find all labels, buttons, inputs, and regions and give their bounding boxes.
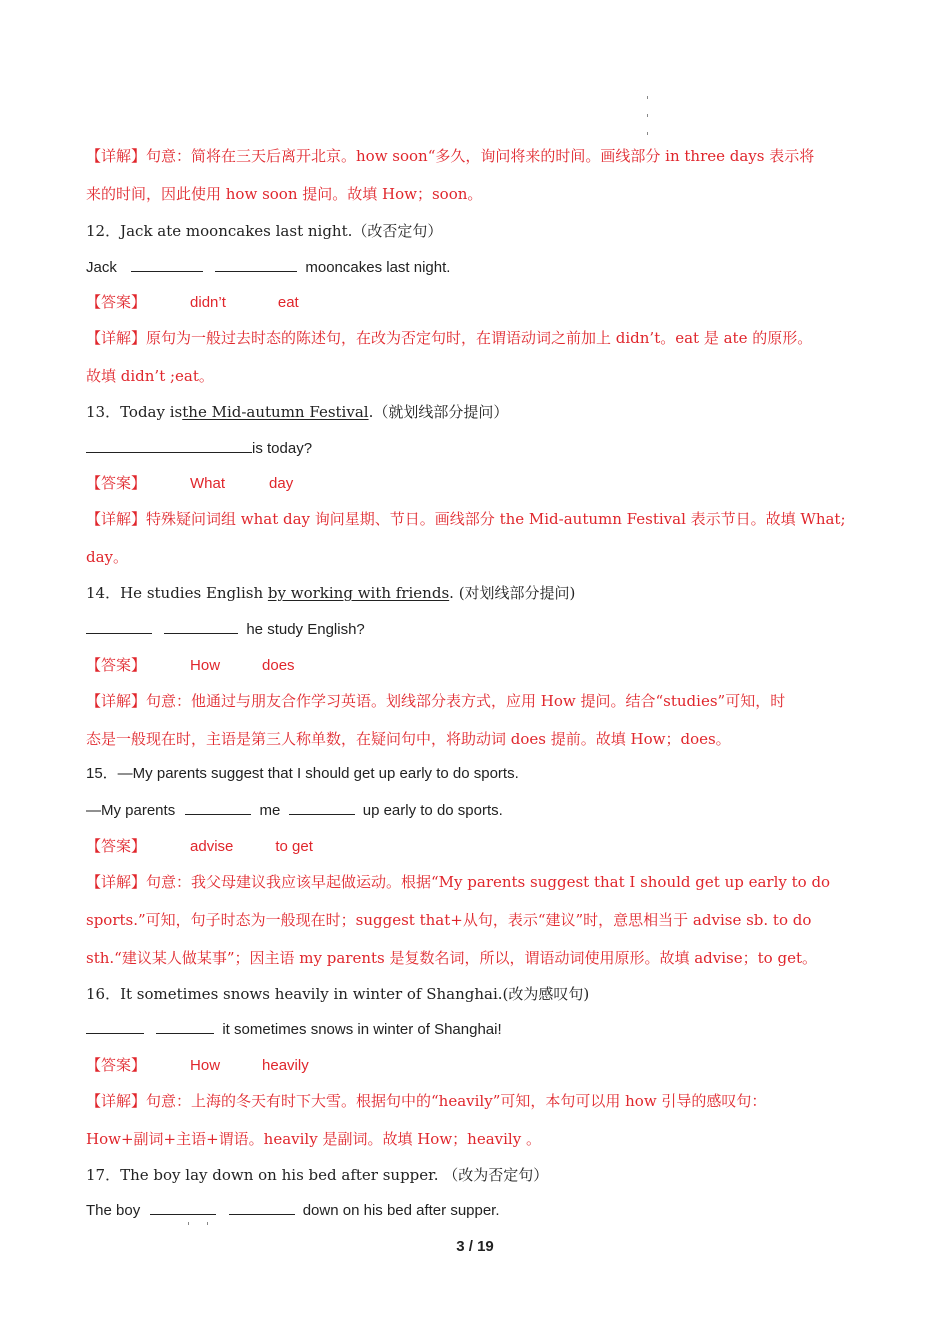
- q12-fill-prefix: Jack: [86, 259, 117, 276]
- scan-speck: [647, 96, 648, 99]
- q16-answer-1: How: [190, 1057, 221, 1074]
- q13-detail-line-2: day。: [86, 548, 129, 566]
- q13-answer-tag: 【答案】: [86, 474, 147, 492]
- q13-answer-2: day: [269, 475, 294, 492]
- q17-blank-1[interactable]: [150, 1200, 216, 1215]
- q14-question-underlined: by working with friends: [267, 584, 450, 602]
- q14-detail-line-1: 【详解】句意：他通过与朋友合作学习英语。划线部分表方式，应用 How 提问。结合“studies”可知，时: [86, 692, 786, 710]
- q14-answer-2: does: [262, 657, 295, 674]
- q14-blank-2[interactable]: [164, 619, 238, 634]
- q12-answer-2: eat: [277, 294, 299, 311]
- q12-fill-suffix: mooncakes last night.: [305, 259, 451, 276]
- scan-speck: [207, 1222, 208, 1225]
- q15-question: 15．—My parents suggest that I should get up early to do sports.: [86, 765, 519, 782]
- q14-question-prefix: 14．He studies English: [86, 584, 264, 602]
- q16-fill-line: [86, 1019, 880, 1040]
- q13-answer-line: [86, 473, 880, 494]
- q16-question: 16．It sometimes snows heavily in winter of Shanghai.(改为感叹句): [86, 985, 590, 1003]
- q14-detail-line-2: 态是一般现在时，主语是第三人称单数，在疑问句中，将助动词 does 提前。故填 How；does。: [86, 730, 731, 748]
- q13-blank[interactable]: [86, 438, 252, 453]
- scan-speck: [647, 114, 648, 117]
- q15-detail-line-3: sth.“建议某人做某事”；因主语 my parents 是复数名词，所以，谓语动词使用原形。故填 advise；to get。: [86, 949, 817, 967]
- q12-detail-line-2: 故填 didn’t ;eat。: [86, 367, 214, 385]
- q14-blank-1[interactable]: [86, 619, 152, 634]
- q17-fill-suffix: down on his bed after supper.: [302, 1202, 500, 1219]
- q14-answer-tag: 【答案】: [86, 656, 147, 674]
- q17-question: 17．The boy lay down on his bed after supper. （改为否定句）: [86, 1166, 549, 1184]
- q17-fill-line: [86, 1200, 880, 1221]
- page-number: 3 / 19: [456, 1238, 494, 1255]
- q12-answer-line: [86, 292, 880, 313]
- q13-question-prefix: 13．Today is: [86, 403, 183, 421]
- q16-answer-tag: 【答案】: [86, 1056, 147, 1074]
- q14-fill-suffix: he study English?: [246, 621, 365, 638]
- q13-question: [86, 402, 880, 422]
- q15-blank-1[interactable]: [185, 800, 251, 815]
- q13-fill-line: [86, 438, 880, 459]
- q13-fill-suffix: is today?: [252, 440, 313, 457]
- q13-answer-1: What: [190, 475, 226, 492]
- q14-question: [86, 583, 880, 603]
- q14-fill-line: [86, 619, 880, 640]
- q15-fill-middle: me: [259, 802, 281, 819]
- q11-detail-line-2: 来的时间，因此使用 how soon 提问。故填 How；soon。: [86, 185, 483, 203]
- q15-detail-line-1: 【详解】句意：我父母建议我应该早起做运动。根据“My parents suggest that I should get up early to do: [86, 873, 831, 891]
- q15-fill-suffix: up early to do sports.: [362, 802, 503, 819]
- q14-answer-line: [86, 655, 880, 676]
- q16-blank-2[interactable]: [156, 1019, 214, 1034]
- q16-answer-2: heavily: [262, 1057, 309, 1074]
- q15-detail-line-2: sports.”可知，句子时态为一般现在时；suggest that+从句，表示“建议”时，意思相当于 advise sb. to do: [86, 911, 812, 929]
- q14-question-suffix: . (对划线部分提问): [449, 584, 576, 602]
- q12-answer-1: didn’t: [190, 294, 226, 311]
- q11-detail-line-1: 【详解】句意：简将在三天后离开北京。how soon“多久，询问将来的时间。画线部分 in three days 表示将: [86, 147, 815, 165]
- q17-blank-2[interactable]: [229, 1200, 295, 1215]
- q14-answer-1: How: [190, 657, 221, 674]
- q12-answer-tag: 【答案】: [86, 293, 147, 311]
- q12-detail-line-1: 【详解】原句为一般过去时态的陈述句，在改为否定句时，在谓语动词之前加上 didn’t。eat 是 ate 的原形。: [86, 329, 813, 347]
- q16-detail-line-1: 【详解】句意：上海的冬天有时下大雪。根据句中的“heavily”可知，本句可以用 how 引导的感叹句：: [86, 1092, 767, 1110]
- scan-speck: [647, 132, 648, 135]
- q15-fill-line: [86, 800, 880, 821]
- q15-fill-prefix: —My parents: [86, 802, 176, 819]
- q13-detail-line-1: 【详解】特殊疑问词组 what day 询问星期、节日。画线部分 the Mid-autumn Festival 表示节日。故填 What;: [86, 510, 846, 528]
- q13-question-underlined: the Mid-autumn Festival: [182, 403, 369, 421]
- scan-speck: [188, 1222, 189, 1225]
- q12-blank-1[interactable]: [131, 257, 203, 272]
- q12-blank-2[interactable]: [215, 257, 297, 272]
- q12-question: 12．Jack ate mooncakes last night.（改否定句）: [86, 222, 443, 240]
- q15-answer-line: [86, 836, 880, 857]
- q15-blank-2[interactable]: [289, 800, 355, 815]
- q15-answer-tag: 【答案】: [86, 837, 147, 855]
- q15-answer-2: to get: [275, 838, 313, 855]
- q16-answer-line: [86, 1055, 880, 1076]
- q12-fill-line: [86, 257, 880, 278]
- q16-detail-line-2: How+副词+主语+谓语。heavily 是副词。故填 How；heavily 。: [86, 1130, 541, 1148]
- q16-fill-suffix: it sometimes snows in winter of Shanghai!: [222, 1021, 502, 1038]
- q17-fill-prefix: The boy: [86, 1202, 141, 1219]
- q15-answer-1: advise: [190, 838, 234, 855]
- q16-blank-1[interactable]: [86, 1019, 144, 1034]
- q13-question-suffix: .（就划线部分提问）: [368, 403, 509, 421]
